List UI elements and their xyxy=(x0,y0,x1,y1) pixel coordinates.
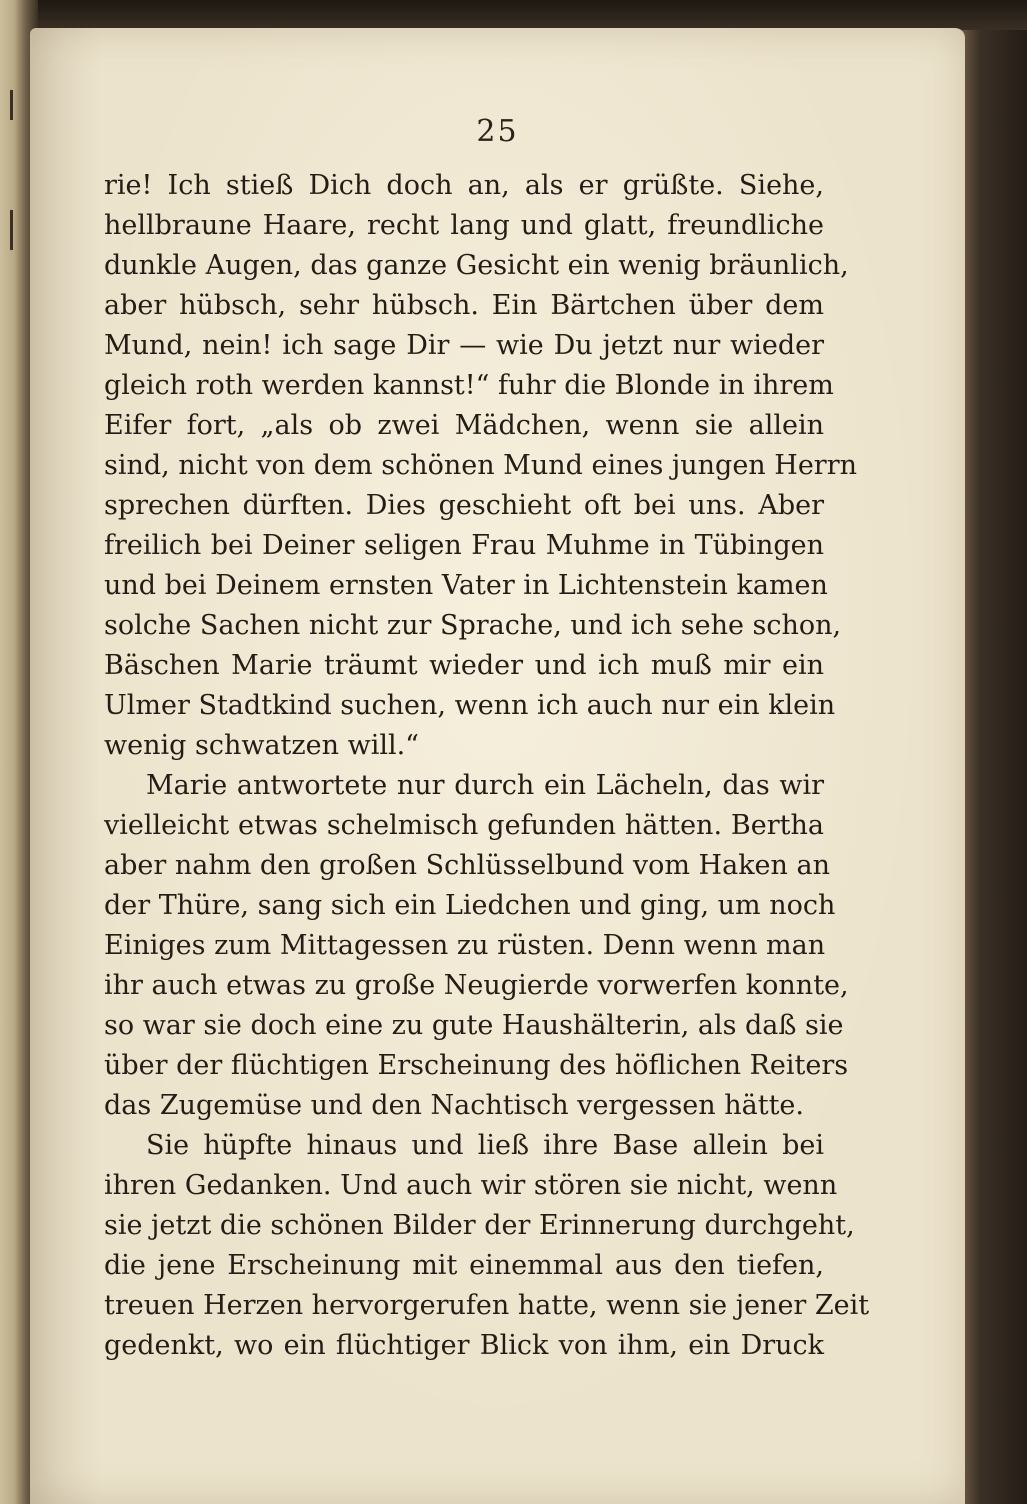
text-line: die jene Erscheinung mit einemmal aus den tiefen, xyxy=(104,1250,824,1281)
text-line: aber hübsch, sehr hübsch. Ein Bärtchen über dem xyxy=(104,290,824,321)
text-line: das Zugemüse und den Nachtisch vergessen hätte. xyxy=(104,1090,804,1121)
text-line: hellbraune Haare, recht lang und glatt, freundliche xyxy=(104,210,824,241)
text-line: sprechen dürften. Dies geschieht oft bei uns. Aber xyxy=(104,490,824,521)
text-line: Eifer fort, „als ob zwei Mädchen, wenn sie allein xyxy=(104,410,824,441)
text-line: sie jetzt die schönen Bilder der Erinnerung durchgeht, xyxy=(104,1210,855,1241)
paragraph-start-line: Marie antwortete nur durch ein Lächeln, das wir xyxy=(146,770,824,801)
text-line: treuen Herzen hervorgerufen hatte, wenn sie jener Zeit xyxy=(104,1290,870,1321)
text-line: so war sie doch eine zu gute Haushälterin, als daß sie xyxy=(104,1010,844,1041)
text-line: solche Sachen nicht zur Sprache, und ich sehe schon, xyxy=(104,610,842,641)
text-line: der Thüre, sang sich ein Liedchen und ging, um noch xyxy=(104,890,836,921)
text-line: gleich roth werden kannst!“ fuhr die Blonde in ihrem xyxy=(104,370,834,401)
text-line: vielleicht etwas schelmisch gefunden hätten. Bertha xyxy=(104,810,824,841)
text-line: aber nahm den großen Schlüsselbund vom Haken an xyxy=(104,850,830,881)
text-line: rie! Ich stieß Dich doch an, als er grüßte. Siehe, xyxy=(104,170,824,201)
margin-marks xyxy=(10,90,14,350)
paragraph-start-line: Sie hüpfte hinaus und ließ ihre Base allein bei xyxy=(146,1130,824,1161)
text-line: und bei Deinem ernsten Vater in Lichtenstein kamen xyxy=(104,570,828,601)
text-line: Bäschen Marie träumt wieder und ich muß mir ein xyxy=(104,650,824,681)
text-line: über der flüchtigen Erscheinung des höflichen Reiters xyxy=(104,1050,849,1081)
text-line: Ulmer Stadtkind suchen, wenn ich auch nur ein klein xyxy=(104,690,836,721)
body-text xyxy=(104,166,870,1366)
text-line: sind, nicht von dem schönen Mund eines jungen Herrn xyxy=(104,450,858,481)
text-line: dunkle Augen, das ganze Gesicht ein wenig bräunlich, xyxy=(104,250,849,281)
margin-mark xyxy=(10,210,13,250)
text-line: ihr auch etwas zu große Neugierde vorwerfen konnte, xyxy=(104,970,849,1001)
text-line: freilich bei Deiner seligen Frau Muhme in Tübingen xyxy=(104,530,824,561)
text-line: gedenkt, wo ein flüchtiger Blick von ihm, ein Druck xyxy=(104,1330,824,1361)
book-page xyxy=(30,28,965,1504)
book-right-edge xyxy=(962,30,1027,1504)
text-line: ihren Gedanken. Und auch wir stören sie nicht, wenn xyxy=(104,1170,838,1201)
page-number: 25 xyxy=(476,114,519,149)
margin-mark xyxy=(10,90,13,120)
text-line: Mund, nein! ich sage Dir — wie Du jetzt nur wieder xyxy=(104,330,824,361)
text-line: Einiges zum Mittagessen zu rüsten. Denn wenn man xyxy=(104,930,826,961)
text-line: wenig schwatzen will.“ xyxy=(104,730,419,761)
